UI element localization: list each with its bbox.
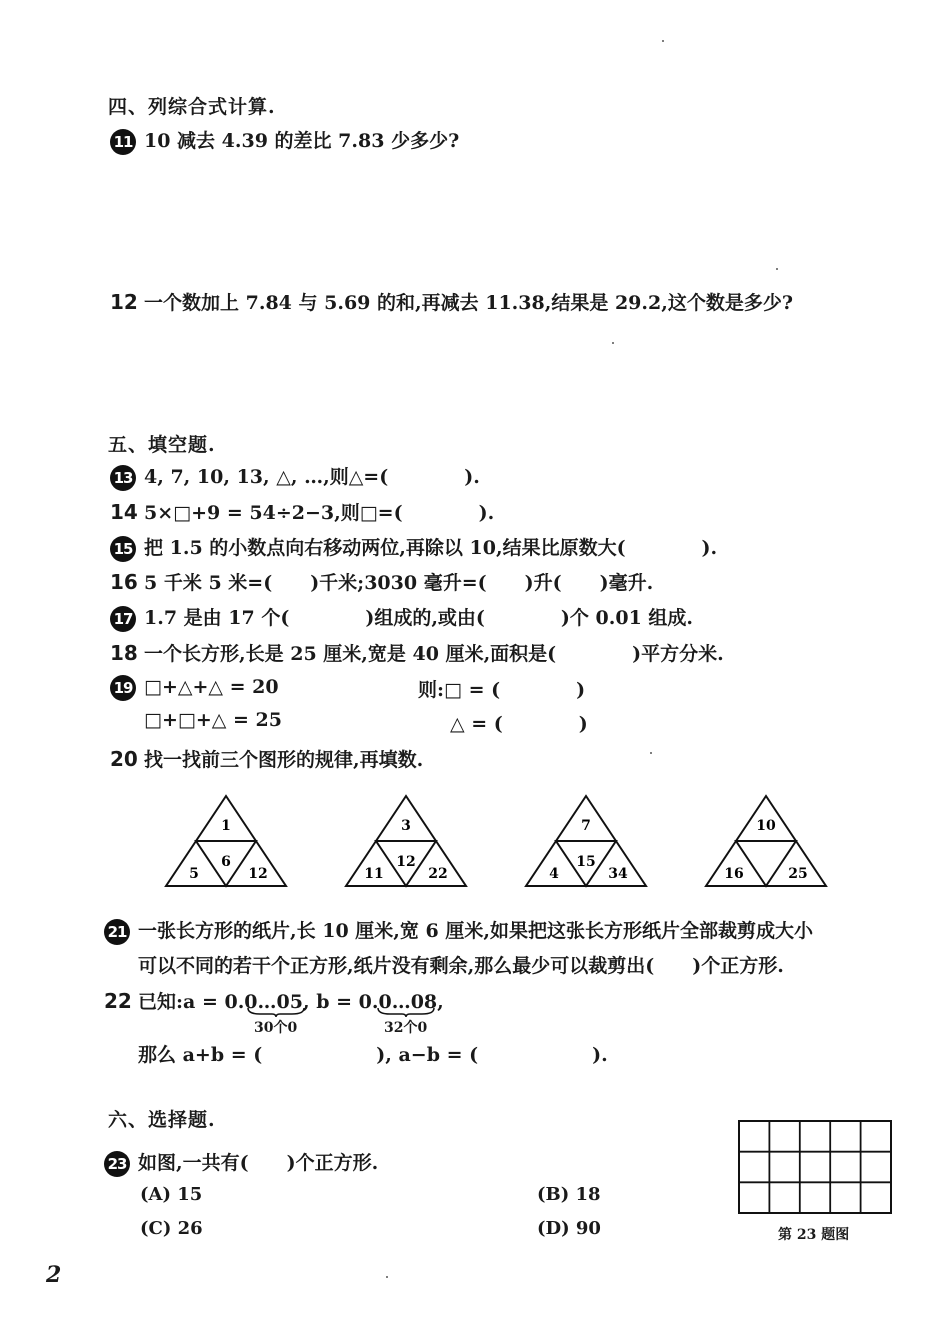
question-number-16: 16 — [110, 570, 138, 594]
page-number: 2 — [46, 1262, 62, 1288]
triangle-figure-2 — [346, 796, 466, 886]
triangle-1-center-number: 6 — [221, 854, 231, 870]
triangle-pattern-figures — [150, 790, 850, 890]
triangle-figure-3 — [526, 796, 646, 886]
question-19-answer-1: 则:□ = ( ) — [418, 679, 586, 701]
question-19-answer-2: △ = ( ) — [450, 713, 588, 735]
triangle-2-right-number: 22 — [428, 866, 448, 882]
triangle-figure-1 — [166, 796, 286, 886]
question-15 — [110, 533, 717, 562]
section-five-heading: 五、填空题. — [108, 434, 216, 456]
triangle-1-top-number: 1 — [221, 818, 231, 834]
question-16 — [110, 568, 653, 595]
section-four-heading: 四、列综合式计算. — [108, 96, 276, 118]
triangle-4-right-number: 25 — [788, 866, 808, 882]
section-six-heading: 六、选择题. — [108, 1109, 216, 1131]
question-18 — [110, 639, 724, 666]
question-13 — [110, 462, 480, 491]
question-12-text: 一个数加上 7.84 与 5.69 的和,再减去 11.38,结果是 29.2,这个数是多少? — [144, 292, 793, 314]
question-19-equation-2: □+□+△ = 25 — [144, 709, 282, 731]
triangle-4-left-number: 16 — [724, 866, 744, 882]
question-19 — [110, 675, 279, 701]
underbrace-1-label: 30个0 — [254, 1020, 298, 1036]
question-number-21: 21 — [104, 919, 130, 945]
triangle-2-left-number: 11 — [364, 866, 384, 882]
underbrace-2-label: 32个0 — [384, 1020, 428, 1036]
question-number-14: 14 — [110, 500, 138, 524]
triangle-2-top-number: 3 — [401, 818, 411, 834]
question-20 — [110, 745, 423, 772]
scan-speck — [612, 342, 614, 344]
question-13-text: 4, 7, 10, 13, △, …,则△=( ). — [144, 466, 480, 488]
question-number-18: 18 — [110, 641, 138, 665]
option-b[interactable]: (B) 18 — [537, 1184, 601, 1205]
option-d[interactable]: (D) 90 — [537, 1218, 601, 1239]
question-11-text: 10 减去 4.39 的差比 7.83 少多少? — [144, 130, 460, 152]
question-number-22: 22 — [104, 989, 132, 1013]
question-19-equation-1: □+△+△ = 20 — [144, 676, 279, 698]
question-21-text-line-2: 可以不同的若干个正方形,纸片没有剩余,那么最少可以裁剪出( )个正方形. — [138, 955, 784, 977]
triangle-3-center-number: 15 — [576, 854, 596, 870]
question-22-answer-line: 那么 a+b = ( ), a−b = ( ). — [138, 1044, 608, 1066]
triangle-1-right-number: 12 — [248, 866, 268, 882]
triangle-3-left-number: 4 — [549, 866, 559, 882]
triangle-3-right-number: 34 — [608, 866, 628, 882]
question-number-19: 19 — [110, 675, 136, 701]
option-a[interactable]: (A) 15 — [140, 1184, 203, 1205]
triangle-figure-4 — [706, 796, 826, 886]
question-23-text: 如图,一共有( )个正方形. — [138, 1152, 379, 1174]
question-number-15: 15 — [110, 536, 136, 562]
figure-23-caption: 第 23 题图 — [778, 1227, 850, 1243]
question-number-17: 17 — [110, 606, 136, 632]
question-number-13: 13 — [110, 465, 136, 491]
question-18-text: 一个长方形,长是 25 厘米,宽是 40 厘米,面积是( )平方分米. — [144, 643, 724, 665]
scan-speck — [650, 752, 652, 754]
question-number-20: 20 — [110, 747, 138, 771]
scan-speck — [386, 1276, 388, 1278]
question-12 — [110, 288, 793, 315]
question-22-given: 已知:a = 0.0…05, b = 0.0…08, — [138, 991, 444, 1013]
triangle-4-top-number: 10 — [756, 818, 776, 834]
triangle-1-left-number: 5 — [189, 866, 199, 882]
question-number-11: 11 — [110, 129, 136, 155]
scan-speck — [776, 268, 778, 270]
question-number-12: 12 — [110, 290, 138, 314]
question-21 — [104, 916, 813, 945]
question-23 — [104, 1148, 378, 1177]
scan-speck — [662, 40, 664, 42]
question-16-text: 5 千米 5 米=( )千米;3030 毫升=( )升( )毫升. — [144, 572, 654, 594]
square-grid-figure — [738, 1120, 892, 1214]
question-20-text: 找一找前三个图形的规律,再填数. — [144, 749, 424, 771]
question-number-23: 23 — [104, 1151, 130, 1177]
question-21-text-line-1: 一张长方形的纸片,长 10 厘米,宽 6 厘米,如果把这张长方形纸片全部裁剪成大小 — [138, 920, 813, 942]
triangle-2-center-number: 12 — [396, 854, 416, 870]
question-15-text: 把 1.5 的小数点向右移动两位,再除以 10,结果比原数大( ). — [144, 537, 718, 559]
triangle-3-top-number: 7 — [581, 818, 591, 834]
question-14 — [110, 498, 494, 525]
option-c[interactable]: (C) 26 — [140, 1218, 203, 1239]
question-17-text: 1.7 是由 17 个( )组成的,或由( )个 0.01 组成. — [144, 607, 694, 629]
question-11 — [110, 126, 459, 155]
question-17 — [110, 603, 693, 632]
question-14-text: 5×□+9 = 54÷2−3,则□=( ). — [144, 502, 495, 524]
